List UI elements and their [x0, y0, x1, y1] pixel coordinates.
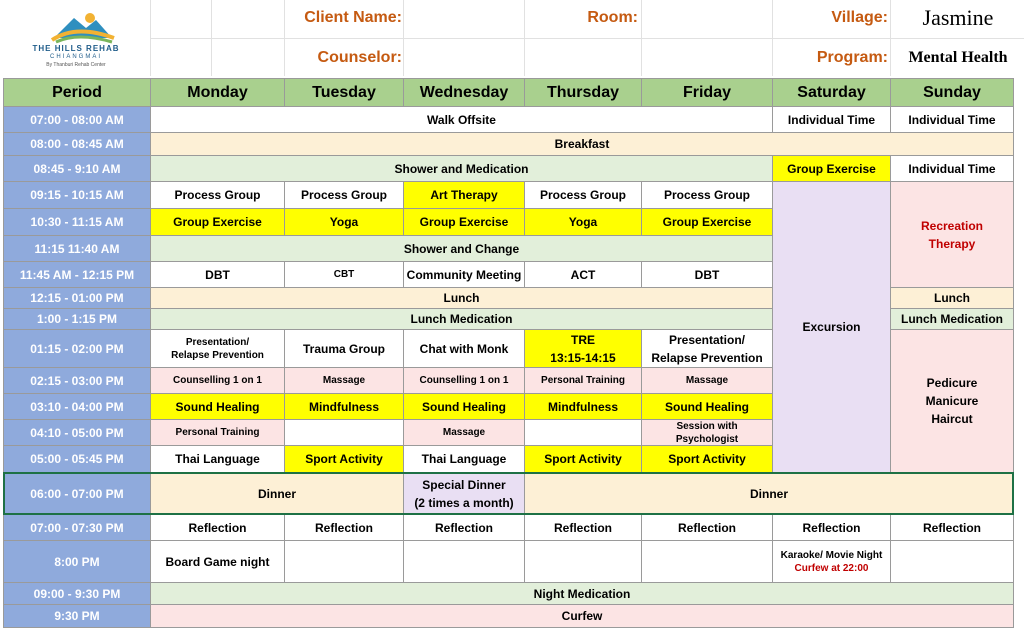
period-cell: 12:15 - 01:00 PM — [3, 287, 151, 309]
schedule-cell: Presentation/ Relapse Prevention — [641, 329, 773, 368]
hills-logo-icon — [4, 4, 148, 44]
schedule-cell: Group Exercise — [641, 208, 773, 236]
cell-note: Curfew at 22:00 — [794, 562, 869, 574]
schedule-cell: Community Meeting — [403, 261, 525, 288]
schedule-cell: Process Group — [524, 181, 642, 209]
schedule-cell: Excursion — [772, 181, 891, 473]
period-cell: 02:15 - 03:00 PM — [3, 367, 151, 394]
schedule-cell: Art Therapy — [403, 181, 525, 209]
period-cell: 07:00 - 07:30 PM — [3, 514, 151, 541]
schedule-cell: Reflection — [641, 514, 773, 541]
logo-subtitle: CHIANGMAI — [49, 54, 102, 60]
schedule-cell: Massage — [284, 367, 404, 394]
column-header-monday: Monday — [150, 78, 285, 107]
schedule-cell: Personal Training — [150, 419, 285, 446]
period-cell: 03:10 - 04:00 PM — [3, 393, 151, 420]
program-label: Program: — [816, 49, 888, 66]
column-header-friday: Friday — [641, 78, 773, 107]
schedule-cell: Reflection — [772, 514, 891, 541]
schedule-cell: Sound Healing — [403, 393, 525, 420]
period-cell: 09:00 - 9:30 PM — [3, 582, 151, 605]
column-header-tuesday: Tuesday — [284, 78, 404, 107]
schedule-cell — [641, 540, 773, 583]
schedule-cell: Reflection — [403, 514, 525, 541]
schedule-cell: Session with Psychologist — [641, 419, 773, 446]
schedule-cell: DBT — [641, 261, 773, 288]
schedule-cell: Reflection — [284, 514, 404, 541]
schedule-cell: Dinner — [150, 472, 404, 515]
schedule-cell: Sound Healing — [150, 393, 285, 420]
column-header-thursday: Thursday — [524, 78, 642, 107]
period-cell: 07:00 - 08:00 AM — [3, 106, 151, 133]
schedule-cell: ACT — [524, 261, 642, 288]
schedule-cell: Thai Language — [150, 445, 285, 473]
schedule-cell — [284, 540, 404, 583]
schedule-cell: Massage — [641, 367, 773, 394]
room-label: Room: — [587, 9, 638, 26]
schedule-cell — [284, 419, 404, 446]
schedule-cell: Lunch — [150, 287, 773, 309]
schedule-cell — [890, 540, 1014, 583]
schedule-cell: CBT — [284, 261, 404, 288]
schedule-cell: Counselling 1 on 1 — [403, 367, 525, 394]
schedule-cell — [772, 540, 891, 583]
schedule-cell: Reflection — [150, 514, 285, 541]
schedule-cell: Group Exercise — [150, 208, 285, 236]
village-label: Village: — [831, 9, 888, 26]
schedule-cell: Night Medication — [150, 582, 1014, 605]
schedule-cell: Process Group — [284, 181, 404, 209]
schedule-cell: Mindfulness — [284, 393, 404, 420]
period-cell: 08:00 - 08:45 AM — [3, 132, 151, 156]
period-cell: 08:45 - 9:10 AM — [3, 155, 151, 182]
schedule-cell: Process Group — [641, 181, 773, 209]
column-header-period: Period — [3, 78, 151, 107]
schedule-cell: Individual Time — [890, 155, 1014, 182]
schedule-cell: Mindfulness — [524, 393, 642, 420]
schedule-cell: Sport Activity — [284, 445, 404, 473]
schedule-cell — [524, 540, 642, 583]
schedule-cell: Presentation/ Relapse Prevention — [150, 329, 285, 368]
village-value: Jasmine — [922, 5, 994, 30]
schedule-cell: Group Exercise — [403, 208, 525, 236]
schedule-cell: Personal Training — [524, 367, 642, 394]
schedule-cell: Sound Healing — [641, 393, 773, 420]
schedule-cell: Massage — [403, 419, 525, 446]
logo-tagline: By Thanburi Rehab Center — [46, 62, 106, 68]
schedule-cell: Individual Time — [772, 106, 891, 133]
period-cell: 11:15 11:40 AM — [3, 235, 151, 262]
schedule-cell: TRE 13:15-14:15 — [524, 329, 642, 368]
schedule-cell: Reflection — [524, 514, 642, 541]
schedule-cell: Dinner — [524, 472, 1014, 515]
schedule-cell: Counselling 1 on 1 — [150, 367, 285, 394]
schedule-cell: Trauma Group — [284, 329, 404, 368]
schedule-cell: Reflection — [890, 514, 1014, 541]
column-header-saturday: Saturday — [772, 78, 891, 107]
period-cell: 01:15 - 02:00 PM — [3, 329, 151, 368]
schedule-cell: Pedicure Manicure Haircut — [890, 329, 1014, 473]
schedule-cell: Walk Offsite — [150, 106, 773, 133]
logo — [4, 4, 148, 74]
schedule-cell: Chat with Monk — [403, 329, 525, 368]
schedule-cell: DBT — [150, 261, 285, 288]
period-cell: 09:15 - 10:15 AM — [3, 181, 151, 209]
schedule-cell: Board Game night — [150, 540, 285, 583]
period-cell: 9:30 PM — [3, 604, 151, 628]
period-cell: 11:45 AM - 12:15 PM — [3, 261, 151, 288]
schedule-cell: Shower and Change — [150, 235, 773, 262]
schedule-cell: Group Exercise — [772, 155, 891, 182]
schedule-cell: Sport Activity — [524, 445, 642, 473]
schedule-cell: Lunch — [890, 287, 1014, 309]
period-cell: 06:00 - 07:00 PM — [3, 472, 151, 515]
period-cell: 05:00 - 05:45 PM — [3, 445, 151, 473]
period-cell: 1:00 - 1:15 PM — [3, 308, 151, 330]
schedule-cell — [403, 540, 525, 583]
logo-text: THE HILLS REHAB — [32, 44, 120, 53]
column-header-wednesday: Wednesday — [403, 78, 525, 107]
schedule-cell: Recreation Therapy — [890, 181, 1014, 288]
period-cell: 10:30 - 11:15 AM — [3, 208, 151, 236]
schedule-cell: Curfew — [150, 604, 1014, 628]
counselor-label: Counselor: — [317, 49, 402, 66]
schedule-cell: Individual Time — [890, 106, 1014, 133]
schedule-cell: Thai Language — [403, 445, 525, 473]
cell-content — [781, 549, 883, 575]
cell-text: Karaoke/ Movie Night — [780, 549, 883, 561]
schedule-cell — [524, 419, 642, 446]
schedule-cell: Sport Activity — [641, 445, 773, 473]
period-cell: 8:00 PM — [3, 540, 151, 583]
period-cell: 04:10 - 05:00 PM — [3, 419, 151, 446]
schedule-cell: Lunch Medication — [150, 308, 773, 330]
program-value: Mental Health — [908, 49, 1008, 66]
schedule-cell: Special Dinner (2 times a month) — [403, 472, 525, 515]
schedule-cell: Breakfast — [150, 132, 1014, 156]
column-header-sunday: Sunday — [890, 78, 1014, 107]
schedule-cell: Process Group — [150, 181, 285, 209]
client-name-label: Client Name: — [304, 9, 402, 26]
schedule-cell: Yoga — [524, 208, 642, 236]
schedule-cell: Yoga — [284, 208, 404, 236]
schedule-cell: Shower and Medication — [150, 155, 773, 182]
schedule-cell: Lunch Medication — [890, 308, 1014, 330]
gridline — [150, 38, 1024, 39]
